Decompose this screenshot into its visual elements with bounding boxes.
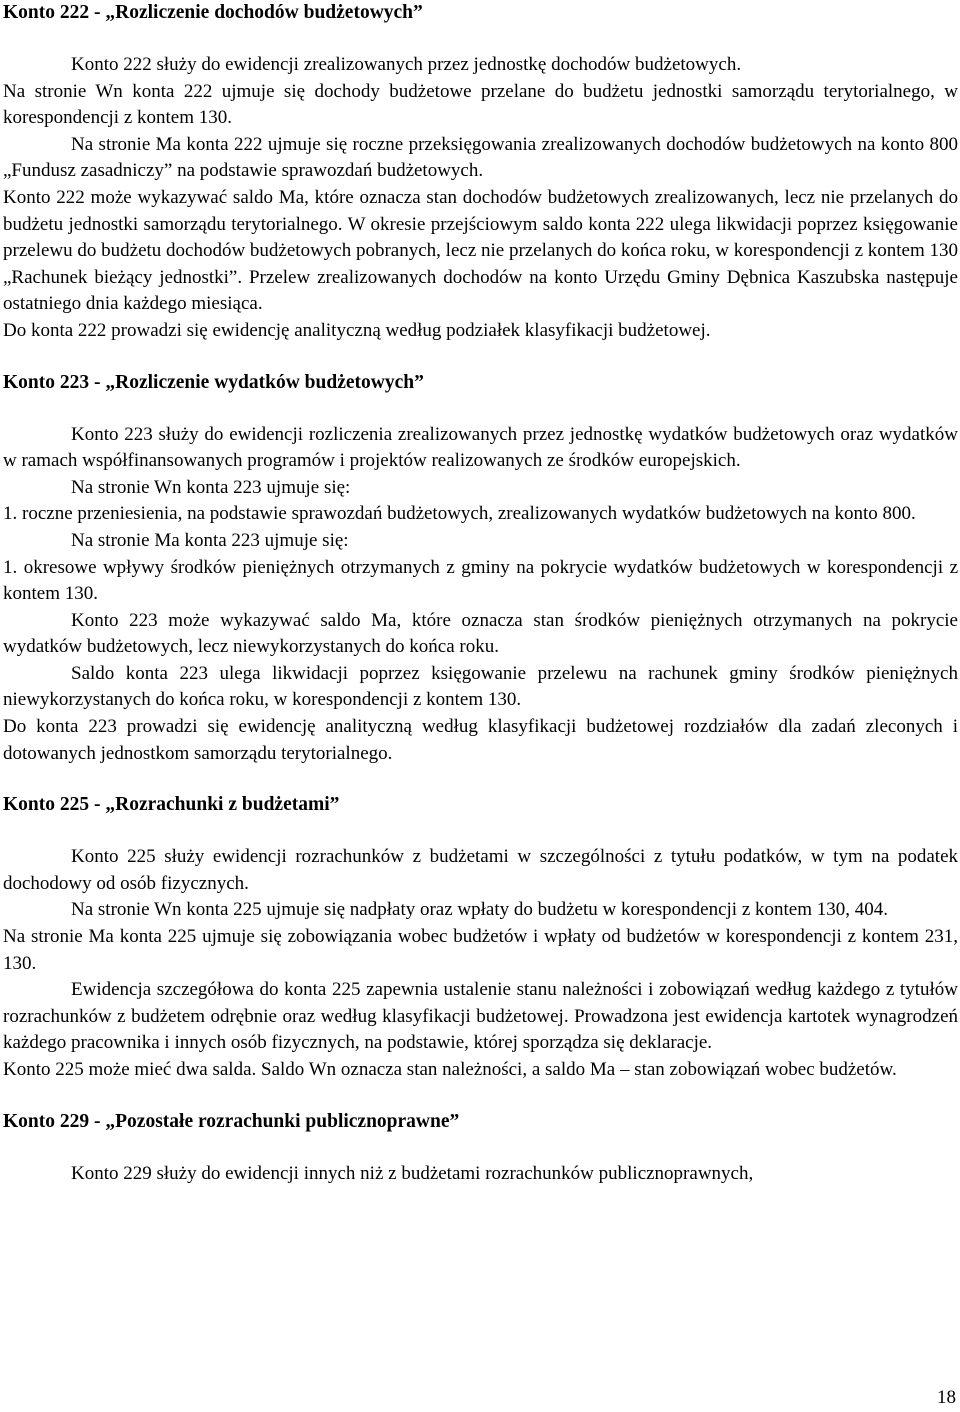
paragraph: Konto 223 służy do ewidencji rozliczenia zrealizowanych przez jednostkę wydatków budżetowych oraz wydatków w ramach współfinansowanych programów i projektów realizowanych ze środków europejskich. [3,423,958,472]
section-title: Konto 223 - „Rozliczenie wydatków budżetowych” [3,371,424,393]
section-konto-222 [3,0,958,345]
paragraph: Ewidencja szczegółowa do konta 225 zapewnia ustalenie stanu należności i zobowiązań według każdego z tytułów rozrachunków z budżetem odrębnie oraz według klasyfikacji budżetowej. Prowadzona jest ewidencja kartotek wynagrodzeń każdego pracownika i innych osób fizycznych, na podstawie, której sporządza się deklaracje. [3,979,958,1054]
spacer [3,396,958,422]
paragraph: Na stronie Wn konta 225 ujmuje się nadpłaty oraz wpłaty do budżetu w korespondencji z kontem 130, 404. [71,899,888,921]
paragraph: Na stronie Ma konta 225 ujmuje się zobowiązania wobec budżetów i wpłaty od budżetów w korespondencji z kontem 231, 130. [3,926,958,974]
paragraph: Do konta 222 prowadzi się ewidencję analityczną według podziałek klasyfikacji budżetowej. [3,319,711,341]
paragraph: 1. roczne przeniesienia, na podstawie sprawozdań budżetowych, zrealizowanych wydatków budżetowych na konto 800. [3,503,916,525]
paragraph: Na stronie Ma konta 222 ujmuje się roczne przeksięgowania zrealizowanych dochodów budżetowych na konto 800 „Fundusz zasadniczy” na podstawie sprawozdań budżetowych. [3,133,958,182]
paragraph: 1. okresowe wpływy środków pieniężnych otrzymanych z gminy na pokrycie wydatków budżetowych w korespondencji z kontem 130. [3,556,958,605]
section-title: Konto 229 - „Pozostałe rozrachunki publicznoprawne” [3,1110,460,1132]
section-title: Konto 225 - „Rozrachunki z budżetami” [3,794,340,816]
spacer [3,818,958,844]
section-konto-229 [3,1109,958,1188]
paragraph: Konto 222 może wykazywać saldo Ma, które oznacza stan dochodów budżetowych zrealizowanych, lecz nie przelanych do budżetu jednostki samorządu terytorialnego. W okresie przejściowym saldo konta 222 ulega likwidacji poprzez księgowanie przelewu do budżetu dochodów budżetowych pobranych, lecz nie przelanych do końca roku, w korespondencji z kontem 130 „Rachunek bieżący jednostki”. Przelew zrealizowanych dochodów na konto Urzędu Gminy Dębnica Kaszubska następuje ostatniego dnia każdego miesiąca. [3,186,958,315]
paragraph: Saldo konta 223 ulega likwidacji poprzez księgowanie przelewu na rachunek gminy środków pieniężnych niewykorzystanych do końca roku, w korespondencji z kontem 130. [3,662,958,711]
section-konto-225 [3,792,958,1083]
paragraph: Na stronie Wn konta 222 ujmuje się dochody budżetowe przelane do budżetu jednostki samorządu terytorialnego, w korespondencji z kontem 130. [3,80,958,129]
section-konto-223 [3,370,958,768]
paragraph: Na stronie Ma konta 223 ujmuje się: [71,529,349,551]
page-number: 18 [937,1387,956,1408]
spacer [3,1135,958,1161]
document-body [3,0,958,1187]
paragraph: Konto 222 służy do ewidencji zrealizowanych przez jednostkę dochodów budżetowych. [71,54,742,75]
paragraph: Konto 229 służy do ewidencji innych niż z budżetami rozrachunków publicznoprawnych, [71,1162,754,1184]
paragraph: Do konta 223 prowadzi się ewidencję analityczną według klasyfikacji budżetowej rozdziałów dla zadań zleconych i dotowanych jednostkom samorządu terytorialnego. [3,716,958,764]
spacer [3,26,958,52]
paragraph: Konto 225 służy ewidencji rozrachunków z budżetami w szczególności z tytułu podatków, w tym na podatek dochodowy od osób fizycznych. [3,846,958,894]
paragraph: Konto 225 może mieć dwa salda. Saldo Wn oznacza stan należności, a saldo Ma – stan zobowiązań wobec budżetów. [3,1059,897,1080]
section-title: Konto 222 - „Rozliczenie dochodów budżetowych” [3,2,423,23]
paragraph: Na stronie Wn konta 223 ujmuje się: [71,476,351,498]
paragraph: Konto 223 może wykazywać saldo Ma, które oznacza stan środków pieniężnych otrzymanych na pokrycie wydatków budżetowych, lecz niewykorzystanych do końca roku. [3,609,958,658]
